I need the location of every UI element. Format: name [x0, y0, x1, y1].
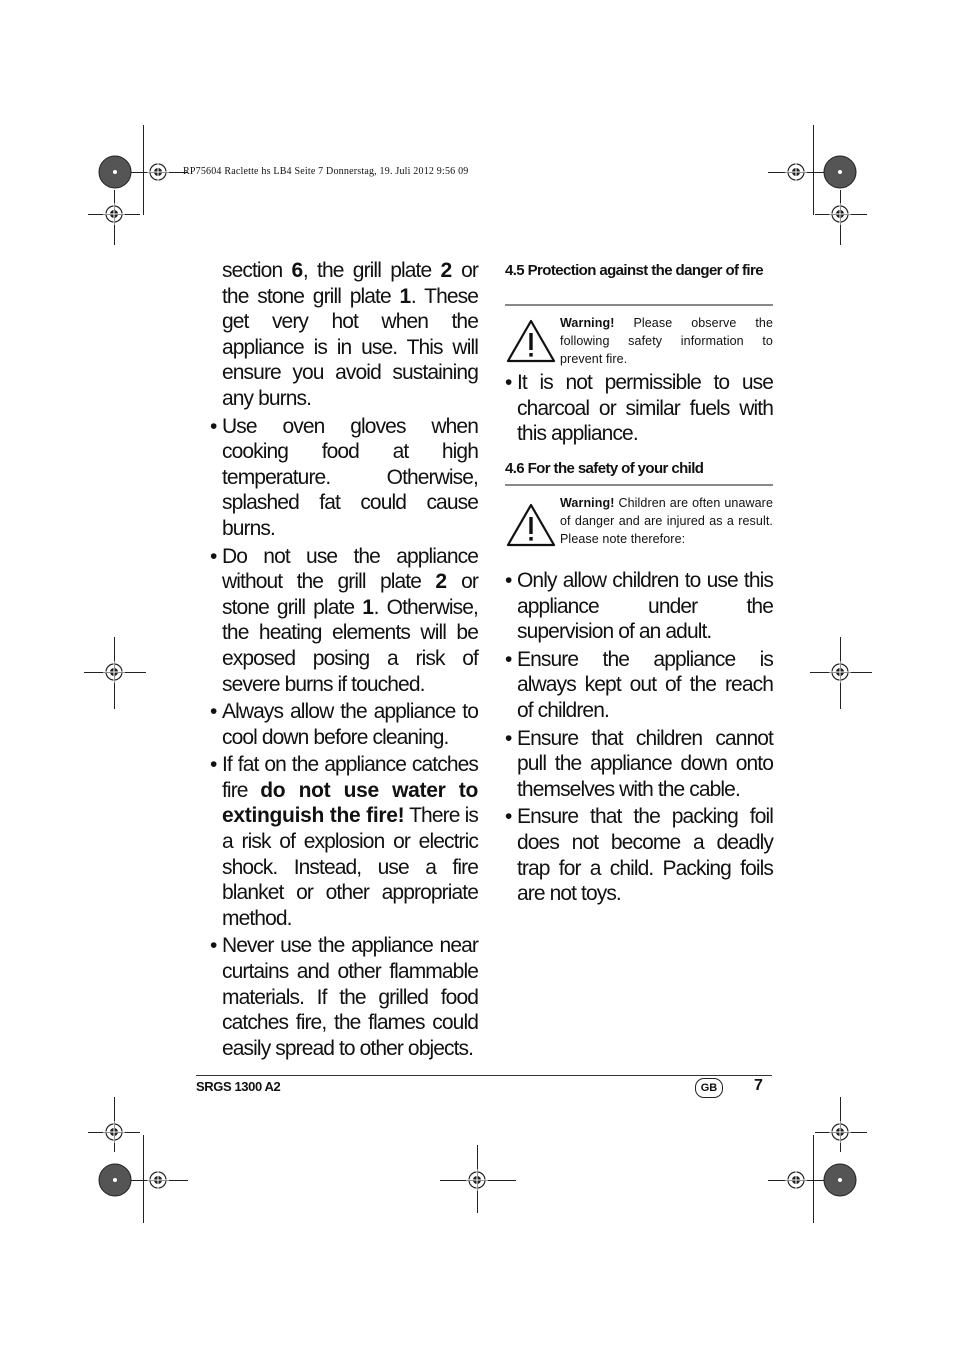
page-number: 7: [754, 1077, 763, 1094]
warning-box-fire: [505, 314, 773, 368]
warning-text: [560, 314, 773, 368]
bold-warning-text: do not use water to extinguish the fire!: [222, 778, 478, 828]
ref-number-2: 2: [440, 259, 452, 282]
bullet-cable: [505, 726, 773, 803]
warning-text: [560, 494, 773, 548]
bullet-grill-plate: [210, 544, 478, 698]
bullet-text: or stone grill plate: [222, 570, 478, 619]
warning-box-child: [505, 494, 773, 548]
model-number: SRGS 1300 A2: [196, 1079, 281, 1094]
bullet-text: There is a risk of explosion or electric shock. Instead, use a fire blanket or other appropriate method.: [222, 804, 479, 930]
intro-text-3: or the stone grill plate: [222, 259, 478, 308]
heading-rule: [505, 304, 773, 306]
bullet-fat-fire: [210, 752, 478, 931]
bullet-dot: •: [210, 753, 217, 777]
bullet-curtains: [210, 933, 478, 1061]
warning-triangle-icon: [505, 502, 557, 548]
language-badge: GB: [695, 1078, 723, 1098]
section-heading-4-5: 4.5 Protection against the danger of fire: [505, 262, 763, 279]
bullet-dot: •: [505, 805, 512, 829]
intro-text-1: section: [222, 259, 292, 282]
ref-number-2: 2: [435, 570, 447, 594]
ref-number-6: 6: [291, 259, 303, 282]
ref-number-1: 1: [362, 595, 374, 619]
bullet-text: Never use the appliance near curtains and other flammable materials. If the grilled food catches fire, the flames could easily spread to other objects.: [222, 934, 478, 1060]
bullet-text: . Otherwise, the heating elements will be exposed posing a risk of severe burns if touched.: [222, 595, 478, 696]
bullet-dot: •: [505, 647, 512, 671]
bullet-text: Only allow children to use this appliance under the supervision of an adult.: [517, 569, 773, 644]
intro-paragraph: [210, 258, 478, 412]
bullet-dot: •: [210, 934, 217, 958]
warning-body: Please observe the following safety information to prevent fire.: [560, 316, 773, 366]
bullet-reach: [505, 647, 773, 724]
left-column: [210, 258, 478, 1063]
footer-rule: [196, 1075, 772, 1076]
bullet-dot: •: [210, 414, 217, 438]
heading-rule: [505, 484, 773, 486]
bullet-supervision: [505, 568, 773, 645]
bullet-text: Ensure the appliance is always kept out of the reach of children.: [517, 647, 773, 722]
bullet-text: Use oven gloves when cooking food at high temperature. Otherwise, splashed fat could cause burns.: [222, 414, 478, 540]
warning-body: Children are often unaware of danger and are injured as a result. Please note therefore:: [560, 496, 773, 546]
bullet-dot: •: [505, 569, 512, 592]
bullet-text: Ensure that children cannot pull the appliance down onto themselves with the cable.: [517, 726, 773, 801]
bullet-charcoal: [505, 370, 773, 449]
child-bullets: [505, 568, 773, 909]
warning-label: Warning!: [560, 316, 615, 330]
bullet-text: Ensure that the packing foil does not become a deadly trap for a child. Packing foils are not toys.: [517, 805, 773, 906]
bullet-text: If fat on the appliance catches fire: [222, 753, 478, 802]
warning-label: Warning!: [560, 496, 615, 510]
bullet-packing-foil: [505, 804, 773, 906]
warning-triangle-icon: [505, 318, 557, 364]
intro-text-2: , the grill plate: [302, 259, 441, 282]
bullet-dot: •: [210, 700, 217, 724]
print-slug: RP75604 Raclette hs LB4 Seite 7 Donnerstag, 19. Juli 2012 9:56 09: [183, 166, 469, 177]
bullet-text: Always allow the appliance to cool down before cleaning.: [222, 700, 478, 749]
bullet-dot: •: [505, 726, 512, 750]
intro-text-4: . These get very hot when the appliance is in use. This will ensure you avoid sustaining any burns.: [222, 284, 479, 410]
section-heading-4-6: 4.6 For the safety of your child: [505, 460, 704, 477]
bullet-oven-gloves: [210, 414, 478, 542]
bullet-text: It is not permissible to use charcoal or similar fuels with this appliance.: [517, 371, 773, 446]
ref-number-1: 1: [399, 284, 411, 308]
bullet-dot: •: [210, 544, 217, 568]
bullet-text: Do not use the appliance without the grill plate: [222, 544, 478, 594]
bullet-dot: •: [505, 371, 512, 394]
bullet-cool-down: [210, 699, 478, 750]
